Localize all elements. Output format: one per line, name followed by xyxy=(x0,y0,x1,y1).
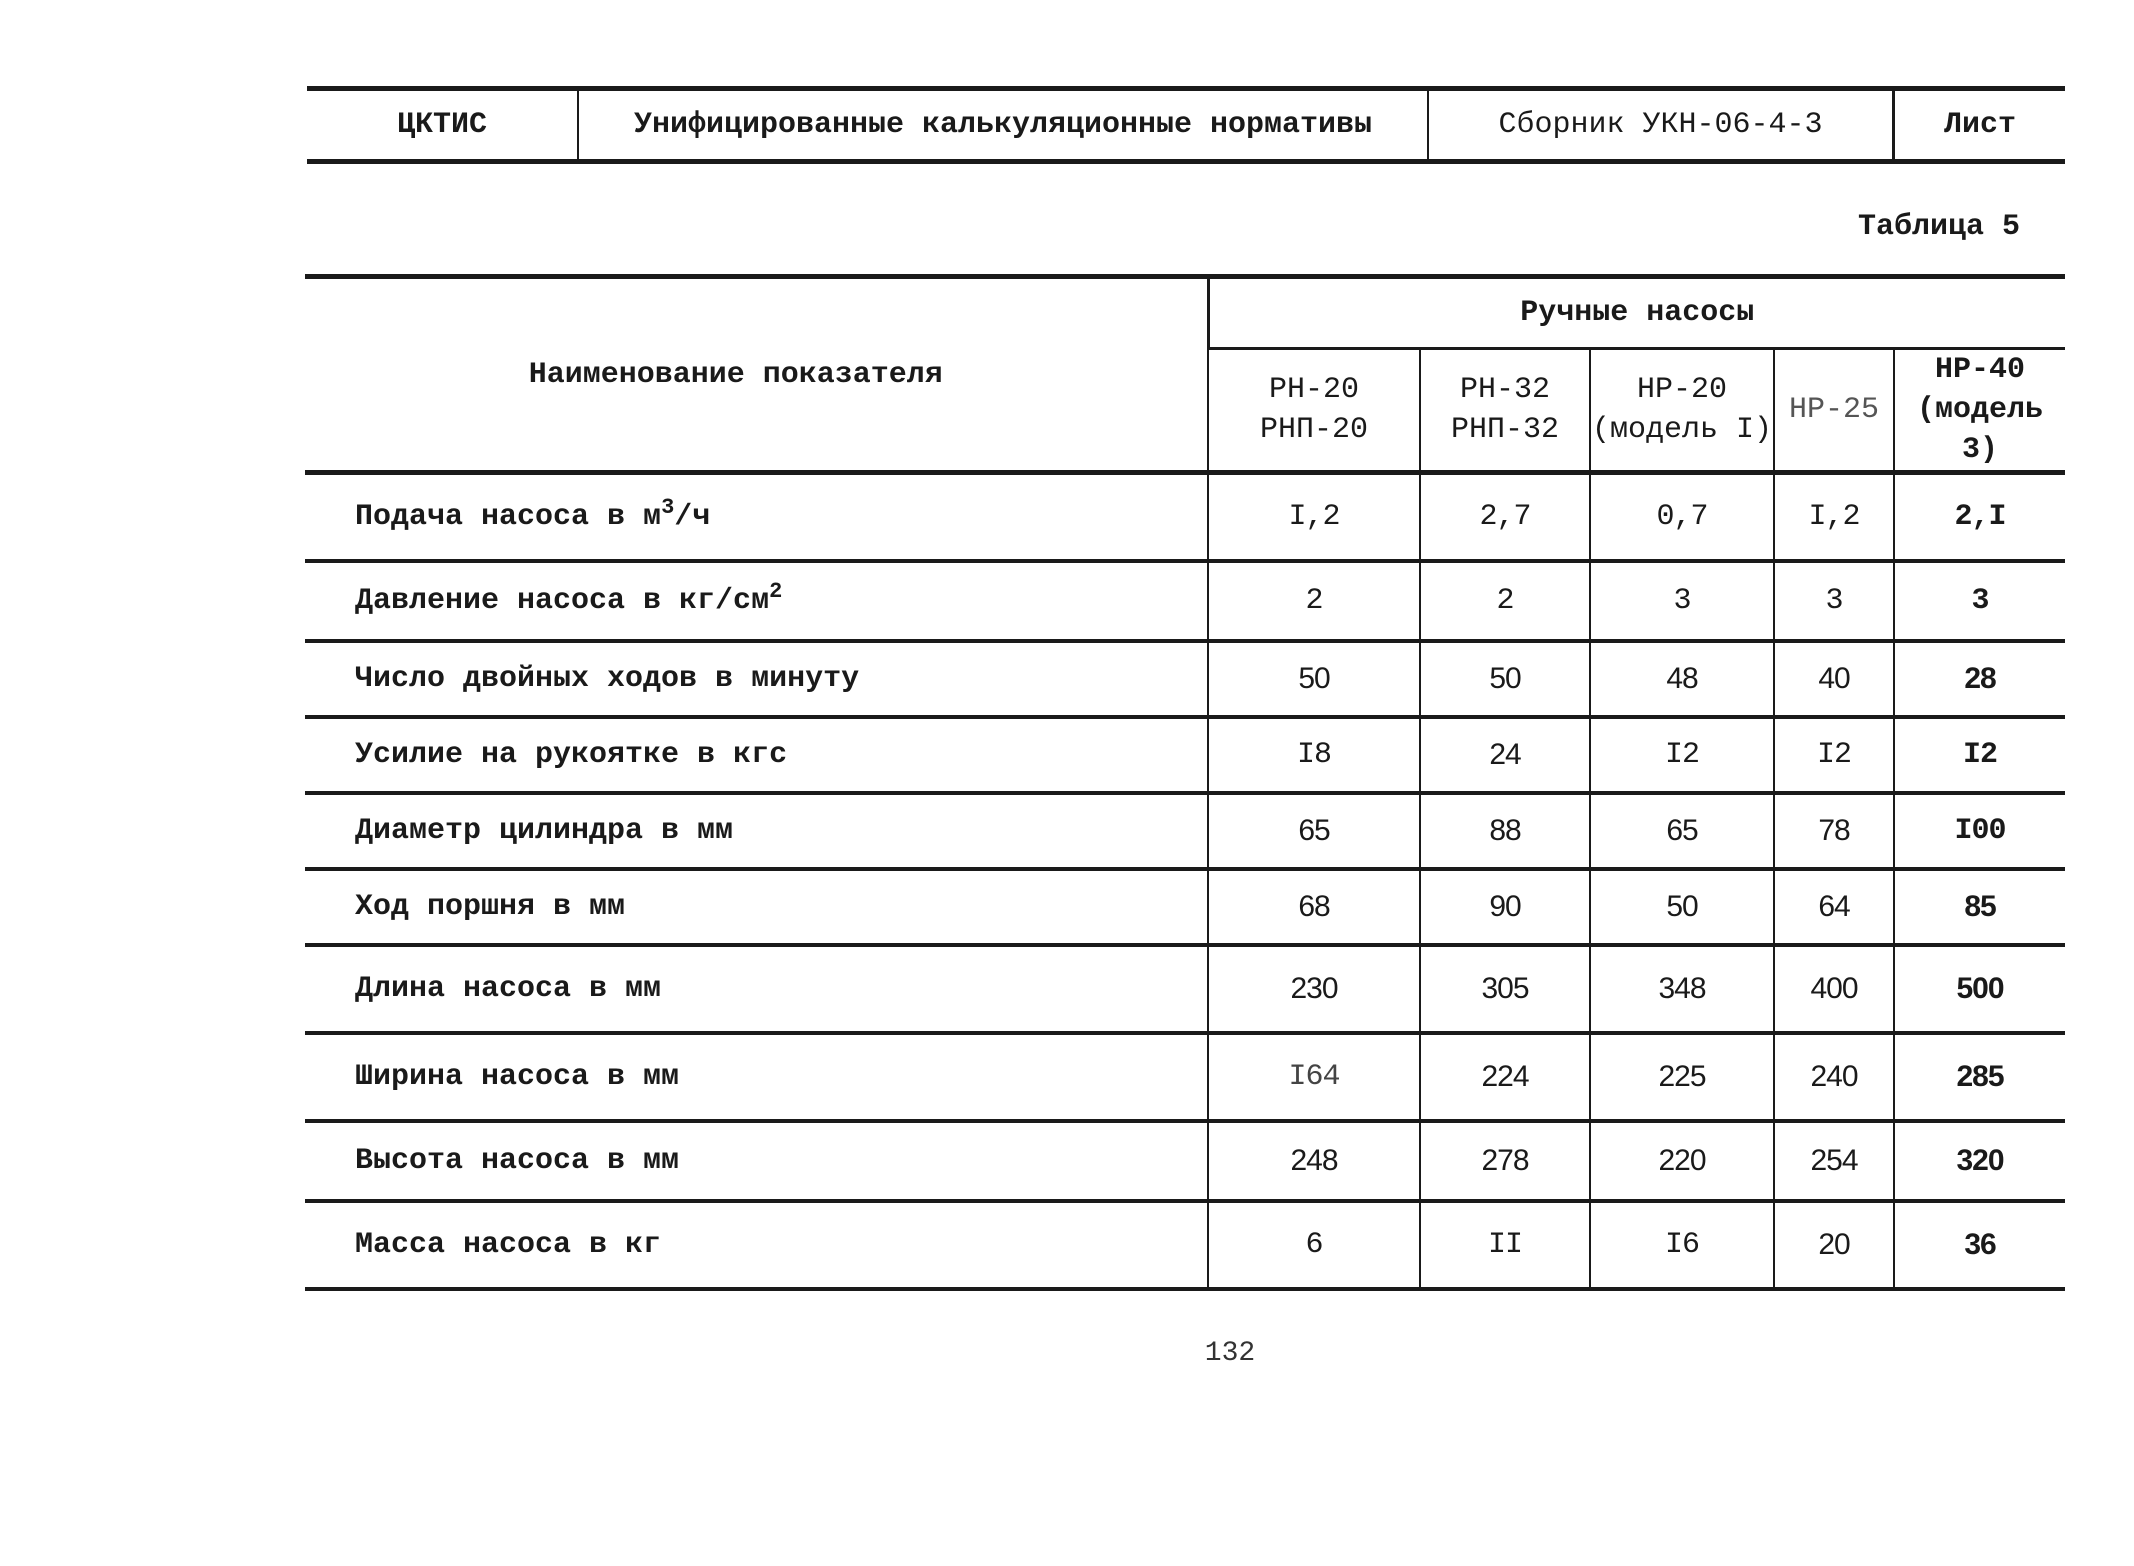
row-label: Давление насоса в $кг/см^2$ xyxy=(305,561,1208,641)
collection-code: Сборник УКН-06-4-3 xyxy=(1429,91,1895,159)
column-header: РН-20 РНП-20 xyxy=(1208,349,1420,473)
table-cell: 240 xyxy=(1774,1033,1894,1121)
document-header xyxy=(307,86,2065,164)
row-label: Длина насоса в мм xyxy=(305,945,1208,1033)
column-header: НР-40 (модель 3) xyxy=(1894,349,2065,473)
row-label: Число двойных ходов в минуту xyxy=(305,641,1208,717)
table-row xyxy=(305,1201,2065,1289)
table-cell: I6 xyxy=(1590,1201,1774,1289)
table-row xyxy=(305,869,2065,945)
table-row xyxy=(305,1033,2065,1121)
table-cell: I,2 xyxy=(1774,473,1894,561)
table-cell: I00 xyxy=(1894,793,2065,869)
table-cell: 305 xyxy=(1420,945,1590,1033)
table-row xyxy=(305,793,2065,869)
column-header: НР-20 (модель I) xyxy=(1590,349,1774,473)
table-cell: 2,I xyxy=(1894,473,2065,561)
column-header: НР-25 xyxy=(1774,349,1894,473)
table-cell: 28 xyxy=(1894,641,2065,717)
table-cell: 50 xyxy=(1420,641,1590,717)
table-cell: 285 xyxy=(1894,1033,2065,1121)
table-cell: 24 xyxy=(1420,717,1590,793)
group-header: Ручные насосы xyxy=(1208,277,2065,349)
table-row xyxy=(305,1121,2065,1201)
row-label: Диаметр цилиндра в мм xyxy=(305,793,1208,869)
org-name: ЦКТИС xyxy=(307,91,579,159)
table-cell: 278 xyxy=(1420,1121,1590,1201)
table-cell: I2 xyxy=(1774,717,1894,793)
table-cell: 225 xyxy=(1590,1033,1774,1121)
table-cell: 20 xyxy=(1774,1201,1894,1289)
table-cell: 220 xyxy=(1590,1121,1774,1201)
name-column-header: Наименование показателя xyxy=(305,277,1208,473)
row-label: Высота насоса в мм xyxy=(305,1121,1208,1201)
row-label: Ход поршня в мм xyxy=(305,869,1208,945)
table-cell: 224 xyxy=(1420,1033,1590,1121)
table-cell: 78 xyxy=(1774,793,1894,869)
table-cell: I8 xyxy=(1208,717,1420,793)
table-cell: I,2 xyxy=(1208,473,1420,561)
table-cell: 88 xyxy=(1420,793,1590,869)
table-caption: Таблица 5 xyxy=(1857,210,2020,244)
sheet-label: Лист xyxy=(1943,108,2016,142)
table-cell: 2 xyxy=(1420,561,1590,641)
table-row xyxy=(305,561,2065,641)
table-row xyxy=(305,641,2065,717)
table-cell: 500 xyxy=(1894,945,2065,1033)
table-cell: 36 xyxy=(1894,1201,2065,1289)
table-cell: 3 xyxy=(1774,561,1894,641)
row-label: Усилие на рукоятке в кгс xyxy=(305,717,1208,793)
table-cell: 50 xyxy=(1590,869,1774,945)
table-cell: 50 xyxy=(1208,641,1420,717)
table-cell: 0,7 xyxy=(1590,473,1774,561)
row-label: Ширина насоса в мм xyxy=(305,1033,1208,1121)
table-cell: 68 xyxy=(1208,869,1420,945)
table-cell: 400 xyxy=(1774,945,1894,1033)
table-cell: 254 xyxy=(1774,1121,1894,1201)
table-cell: 40 xyxy=(1774,641,1894,717)
table-cell: 2 xyxy=(1208,561,1420,641)
table-cell: 6 xyxy=(1208,1201,1420,1289)
table-cell: 85 xyxy=(1894,869,2065,945)
table-cell: 90 xyxy=(1420,869,1590,945)
table-cell: 65 xyxy=(1208,793,1420,869)
table-row xyxy=(305,473,2065,561)
table-cell: I2 xyxy=(1590,717,1774,793)
table-cell: 64 xyxy=(1774,869,1894,945)
table-cell: 48 xyxy=(1590,641,1774,717)
row-label: Масса насоса в кг xyxy=(305,1201,1208,1289)
table-cell: II xyxy=(1420,1201,1590,1289)
table-cell: 320 xyxy=(1894,1121,2065,1201)
row-label: Подача насоса в $м^3/ч$ xyxy=(305,473,1208,561)
table-cell: 3 xyxy=(1894,561,2065,641)
table-cell: 248 xyxy=(1208,1121,1420,1201)
table-cell: I64 xyxy=(1208,1033,1420,1121)
column-header: РН-32 РНП-32 xyxy=(1420,349,1590,473)
table-cell: 348 xyxy=(1590,945,1774,1033)
pump-specs-table xyxy=(305,274,2065,1291)
table-cell: 230 xyxy=(1208,945,1420,1033)
page-number: 132 xyxy=(1204,1338,1256,1369)
table-cell: 65 xyxy=(1590,793,1774,869)
document-title: Унифицированные калькуляционные нормативы xyxy=(579,91,1429,159)
table-cell: 2,7 xyxy=(1420,473,1590,561)
table-cell: I2 xyxy=(1894,717,2065,793)
table-row xyxy=(305,717,2065,793)
table-cell: 3 xyxy=(1590,561,1774,641)
table-row xyxy=(305,945,2065,1033)
